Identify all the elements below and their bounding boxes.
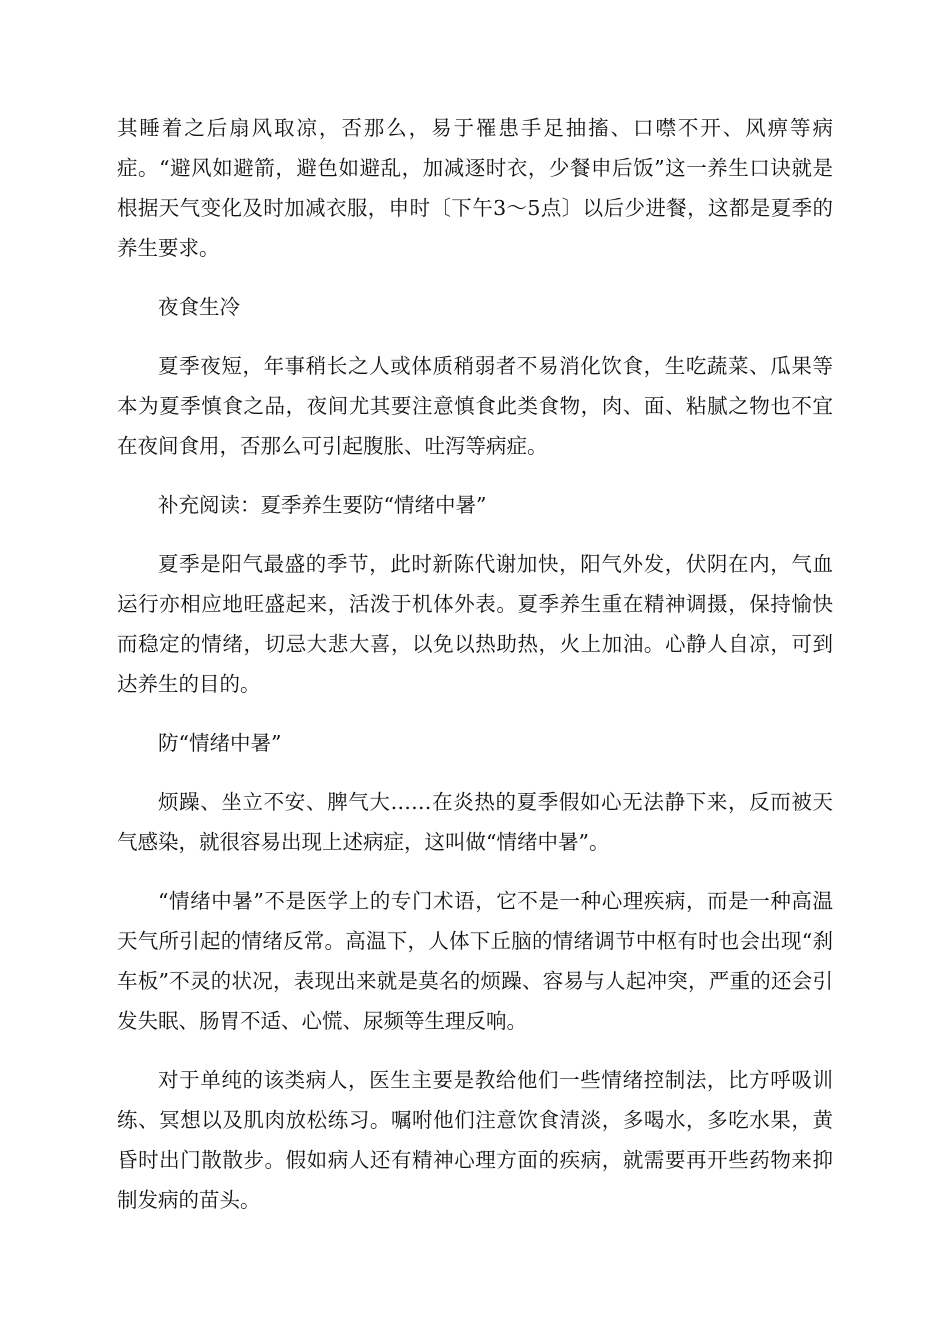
paragraph-night-food: 夏季夜短，年事稍长之人或体质稍弱者不易消化饮食，生吃蔬菜、瓜果等本为夏季慎食之品，夜间尤其要注意慎食此类食物，肉、面、粘腻之物也不宜在夜间食用，否那么可引起腹胀、吐泻等病症。 [117, 354, 833, 458]
section-heading-emotional-heatstroke: 防“情绪中暑” [158, 731, 282, 755]
section-heading-supplementary-reading: 补充阅读：夏季养生要防“情绪中暑” [158, 493, 487, 517]
paragraph-definition: “情绪中暑”不是医学上的专门术语，它不是一种心理疾病，而是一种高温天气所引起的情绪反常。高温下，人体下丘脑的情绪调节中枢有时也会出现“刹车板”不灵的状况，表现出来就是莫名的烦躁、容易与人起冲突，严重的还会引发失眠、肠胃不适、心慌、尿频等生理反响。 [117, 889, 833, 1033]
paragraph-continuation: 其睡着之后扇风取凉，否那么，易于罹患手足抽搐、口噤不开、风痹等病症。“避风如避箭，避色如避乱，加减逐时衣，少餐申后饭”这一养生口诀就是根据天气变化及时加减衣服，申时〔下午3～5点〕以后少进餐，这都是夏季的养生要求。 [117, 116, 833, 260]
paragraph-summer-yang: 夏季是阳气最盛的季节，此时新陈代谢加快，阳气外发，伏阴在内，气血运行亦相应地旺盛起来，活泼于机体外表。夏季养生重在精神调摄，保持愉快而稳定的情绪，切忌大悲大喜，以免以热助热，火上加油。心静人自凉，可到达养生的目的。 [117, 552, 833, 696]
paragraph-irritability: 烦躁、坐立不安、脾气大……在炎热的夏季假如心无法静下来，反而被天气感染，就很容易出现上述病症，这叫做“情绪中暑”。 [117, 790, 833, 854]
document-body [117, 108, 833, 1239]
paragraph-treatment: 对于单纯的该类病人，医生主要是教给他们一些情绪控制法，比方呼吸训练、冥想以及肌肉放松练习。嘱咐他们注意饮食清淡，多喝水，多吃水果，黄昏时出门散散步。假如病人还有精神心理方面的疾病，就需要再开些药物来抑制发病的苗头。 [117, 1068, 833, 1212]
section-heading-night-food: 夜食生冷 [158, 295, 240, 319]
